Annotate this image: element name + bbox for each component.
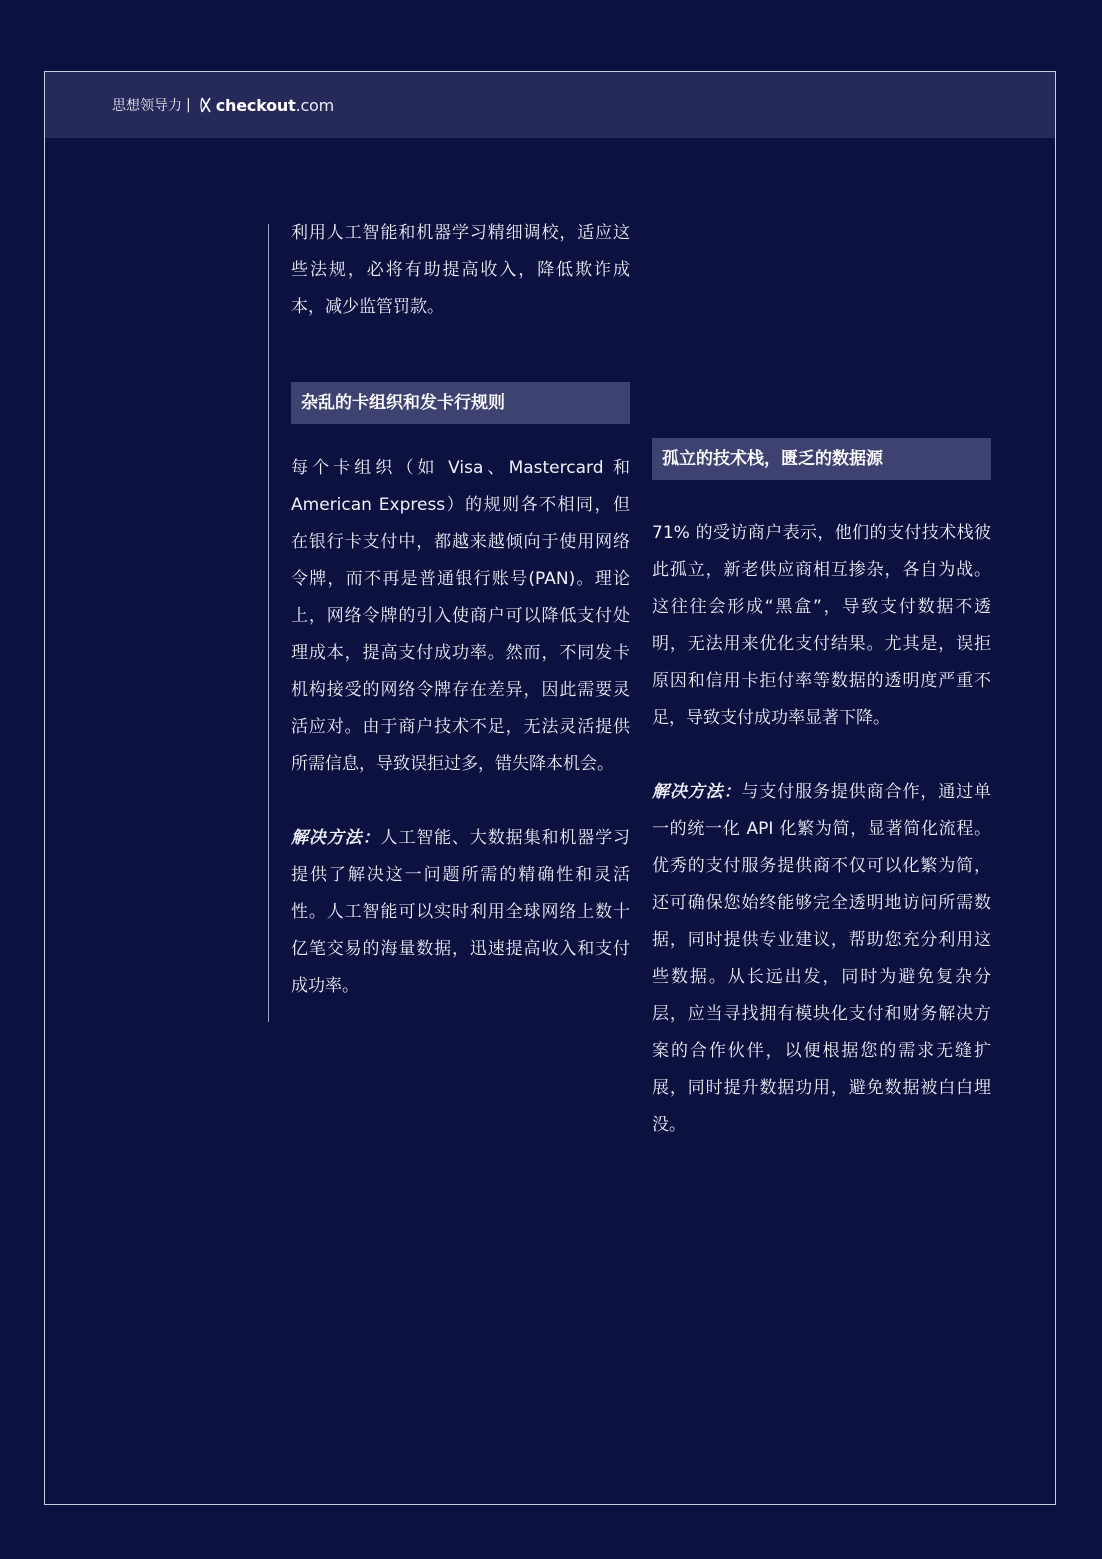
solution-text: 人工智能、大数据集和机器学习提供了解决这一问题所需的精确性和灵活性。人工智能可以实时利用全球网络上数十亿笔交易的海量数据，迅速提高收入和支付成功率。 (291, 828, 631, 996)
card-rules-paragraph: 每个卡组织（如 Visa、Mastercard 和 American Express）的规则各不相同，但在银行卡支付中，都越来越倾向于使用网络令牌，而不再是普通银行账号(PAN)。理论上，网络令牌的引入使商户可以降低支付处理成本，提高支付成功率。然而，不同发卡机构接受的网络令牌存在差异，因此需要灵活应对。由于商户技术不足，无法灵活提供所需信息，导致误拒过多，错失降本机会。 (291, 458, 630, 774)
intro-paragraph: 利用人工智能和机器学习精细调校，适应这些法规，必将有助提高收入，降低欺诈成本，减少监管罚款。 (291, 223, 630, 317)
right-column (652, 438, 991, 1144)
tech-stack-solution (652, 774, 991, 1144)
solution-label: 解决方法： (291, 828, 381, 848)
section-heading-tech-stack: 孤立的技术栈，匮乏的数据源 (652, 438, 991, 480)
left-column-rule (268, 224, 269, 1022)
solution-label: 解决方法： (652, 782, 742, 802)
solution-text: 与支付服务提供商合作，通过单一的统一化 API 化繁为简，显著简化流程。优秀的支付服务提供商不仅可以化繁为简，还可确保您始终能够完全透明地访问所需数据，同时提供专业建议，帮助您充分利用这些数据。从长远出发，同时为避免复杂分层，应当寻找拥有模块化支付和财务解决方案的合作伙伴，以便根据您的需求无缝扩展，同时提升数据功用，避免数据被白白埋没。 (652, 782, 992, 1135)
section-label: 思想领导力 (112, 98, 182, 114)
left-column (291, 215, 630, 1005)
page-header (45, 72, 1055, 138)
tech-stack-paragraph: 71% 的受访商户表示，他们的支付技术栈彼此孤立，新老供应商相互掺杂，各自为战。这往往会形成“黑盒”，导致支付数据不透明，无法用来优化支付结果。尤其是，误拒原因和信用卡拒付率等数据的透明度严重不足，导致支付成功率显著下降。 (652, 523, 991, 728)
logo-domain: .com (295, 95, 335, 115)
section-heading-card-rules: 杂乱的卡组织和发卡行规则 (291, 382, 630, 424)
card-rules-solution (291, 820, 630, 1005)
checkout-logo-icon (199, 96, 213, 114)
header-separator: | (186, 97, 191, 113)
checkout-logo (199, 96, 334, 115)
logo-wordmark: checkout (215, 95, 296, 115)
